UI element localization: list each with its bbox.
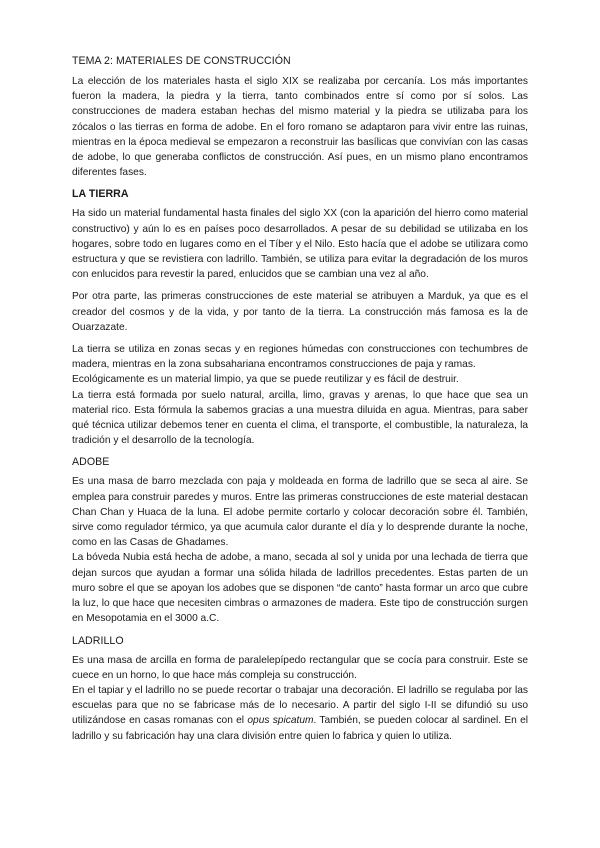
ladrillo-paragraph-2 [72, 683, 528, 744]
tierra-paragraph-5: La tierra está formada por suelo natural, arcilla, limo, gravas y arenas, lo que hace que sea un material rico. Esta fórmula la sabemos gracias a una muestra diluida en agua. Mientras, para saber qué técnica utilizar debemos tener en cuenta el clima, el transporte, el combustible, la naturaleza, la tradición y el desarrollo de la tecnología. [72, 389, 528, 447]
adobe-paragraph-1: Es una masa de barro mezclada con paja y moldeada en forma de ladrillo que se seca al aire. Se emplea para construir paredes y muros. Entre las primeras construcciones de este material destacan Chan Chan y Huaca de la luna. El adobe permite cortarlo y colocar decoración sobre él. También, sirve como regulador térmico, ya que acumula calor durante el día y lo desprende durante la noche, como en las Casas de Ghadames. [72, 476, 528, 549]
section-heading-tierra: LA TIERRA [72, 188, 129, 201]
section-heading-adobe: ADOBE [72, 456, 110, 469]
tierra-paragraph-2: Por otra parte, las primeras construcciones de este material se atribuyen a Marduk, ya que es el creador del cosmos y de la vida, y por tanto de la tierra. La construcción más famosa es la de Ouarzazate. [72, 291, 528, 333]
adobe-paragraph-2: La bóveda Nubia está hecha de adobe, a mano, secada al sol y unida por una lechada de tierra que dejan surcos que ayudan a formar una sólida hilada de ladrillos precedentes. Estas parten de un muro sobre el que se apoyan los adobes que se disponen “de canto” hasta formar un arco que cubre la luz, lo que hace que necesiten cimbras o armazones de madera. Este tipo de construcción surgen en Mesopotamia en el 3000 a.C. [72, 552, 528, 625]
intro-paragraph: La elección de los materiales hasta el siglo XIX se realizaba por cercanía. Los más importantes fueron la madera, la piedra y la tierra, tanto combinados entre sí como por sí solos. Las construcciones de madera estaban hechas del mismo material y la piedra se utilizaba para los zócalos o las tierras en forma de adobe. En el foro romano se adaptaron para vivir entre las ruinas, mientras en la época medieval se empezaron a reconstruir las basílicas que convivían con las casas de adobe, lo que generaba conflictos de construcción. Así pues, en un mismo plano encontramos diferentes fases. [72, 76, 528, 179]
document-title: TEMA 2: MATERIALES DE CONSTRUCCIÓN [72, 55, 291, 67]
tierra-paragraph-3: La tierra se utiliza en zonas secas y en regiones húmedas con construcciones con techumbres de madera, mientras en la zona subsahariana encontramos construcciones de paja y ramas. [72, 344, 528, 371]
section-heading-ladrillo: LADRILLO [72, 634, 124, 647]
tierra-paragraph-1: Ha sido un material fundamental hasta finales del siglo XX (con la aparición del hierro como material constructivo) y aún lo es en países poco desarrollados. A pesar de su debilidad se utilizaba en los hogares, sobre todo en lugares como en el Tíber y el Nilo. Esto hacía que el adobe se utilizara como estructura y que se revistiera con ladrillo. También, se utiliza para evitar la degradación de los muros con enlucidos para revestir la pared, enlucidos que se cambian una vez al año. [72, 208, 528, 281]
opus-spicatum-term: opus spicatum [247, 715, 314, 727]
ladrillo-paragraph-2-text-a: En el tapiar y el ladrillo no se puede recortar o trabajar una decoración. El ladrillo se regulaba por las escuelas para que no se fabricase más de lo necesario. A partir del siglo I-II se difundió su uso utilizándose en casas romanas con el [72, 684, 528, 727]
ladrillo-paragraph-1: Es una masa de arcilla en forma de paralelepípedo rectangular que se cocía para construir. Este se cuece en un horno, lo que hace más compleja su construcción. [72, 654, 528, 681]
ladrillo-paragraph-2-text-b: . También, se pueden colocar al sardinel. En el ladrillo y su fabricación hay una clara división entre quien lo fabrica y quien lo utiliza. [72, 715, 529, 742]
tierra-paragraph-4: Ecológicamente es un material limpio, ya que se puede reutilizar y es fácil de destruir. [72, 374, 459, 386]
